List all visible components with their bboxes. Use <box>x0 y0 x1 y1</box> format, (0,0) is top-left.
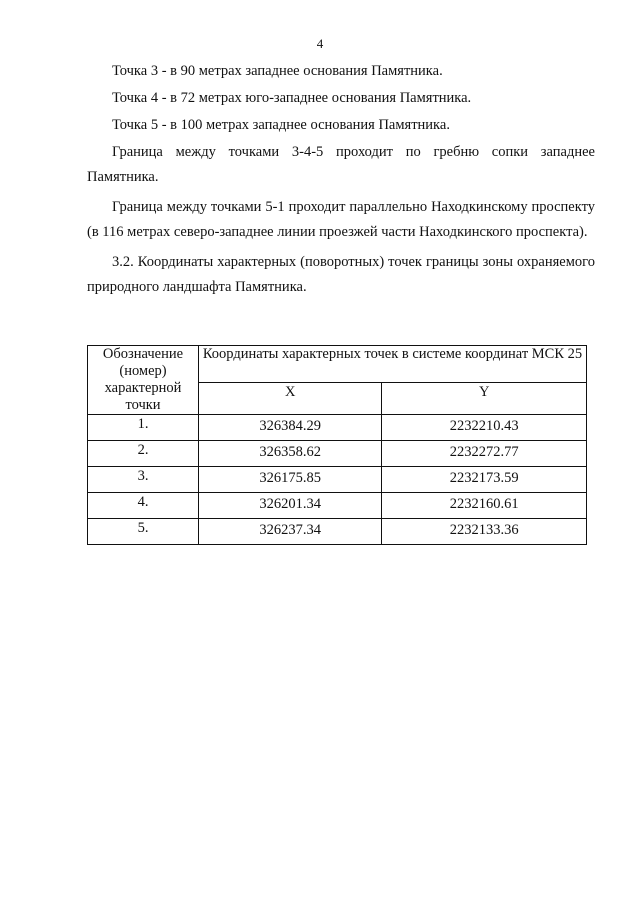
coord-x: 326237.34 <box>199 519 382 545</box>
coord-y: 2232210.43 <box>382 415 587 441</box>
point-number: 4. <box>88 493 199 519</box>
coord-y: 2232160.61 <box>382 493 587 519</box>
coord-x: 326384.29 <box>199 415 382 441</box>
point-number: 3. <box>88 467 199 493</box>
table-row <box>88 441 587 467</box>
table-row <box>88 519 587 545</box>
paragraph-point-3: Точка 3 - в 90 метрах западнее основания Памятника. <box>112 63 443 79</box>
table-row <box>88 415 587 441</box>
coord-y: 2232133.36 <box>382 519 587 545</box>
document-body <box>87 59 595 300</box>
paragraph-section-3-2: 3.2. Координаты характерных (поворотных) точек границы зоны охраняемого природного ландшафта Памятника. <box>87 254 595 295</box>
table-row <box>88 493 587 519</box>
header-coordinates: Координаты характерных точек в системе координат МСК 25 <box>199 346 587 383</box>
coordinates-table <box>87 345 587 545</box>
table-row <box>88 467 587 493</box>
paragraph-point-5: Точка 5 - в 100 метрах западнее основания Памятника. <box>112 117 450 133</box>
paragraph-boundary-5-1: Граница между точками 5-1 проходит параллельно Находкинскому проспекту (в 116 метрах северо-западнее линии проезжей части Находкинского проспекта). <box>87 199 595 240</box>
page-number: 4 <box>316 36 324 51</box>
coord-x: 326201.34 <box>199 493 382 519</box>
header-y: Y <box>382 382 587 414</box>
coord-x: 326175.85 <box>199 467 382 493</box>
coord-y: 2232272.77 <box>382 441 587 467</box>
paragraph-boundary-3-4-5: Граница между точками 3-4-5 проходит по гребню сопки западнее Памятника. <box>87 144 595 185</box>
paragraph-point-4: Точка 4 - в 72 метрах юго-западнее основания Памятника. <box>112 90 472 106</box>
point-number: 5. <box>88 519 199 545</box>
coord-y: 2232173.59 <box>382 467 587 493</box>
point-number: 1. <box>88 415 199 441</box>
coord-x: 326358.62 <box>199 441 382 467</box>
header-x: X <box>199 382 382 414</box>
header-designation: Обозначение (номер) характерной точки <box>88 346 199 415</box>
point-number: 2. <box>88 441 199 467</box>
